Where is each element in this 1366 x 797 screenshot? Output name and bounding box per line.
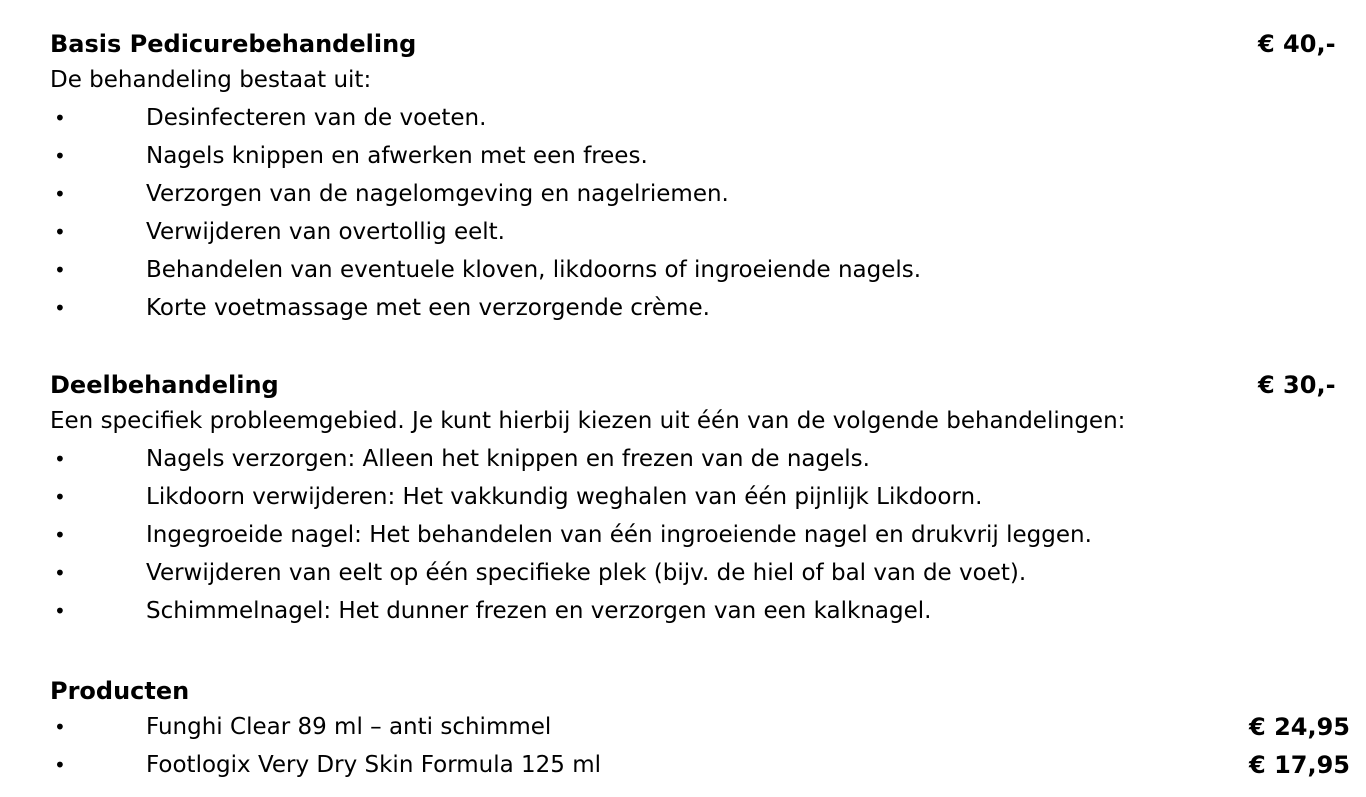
section-header bbox=[50, 368, 1350, 402]
list-item bbox=[50, 440, 1350, 478]
product-name: Footlogix Very Dry Skin Formula 125 ml bbox=[146, 752, 602, 778]
list-item-text: Verzorgen van de nagelomgeving en nagelriemen. bbox=[146, 181, 729, 207]
list-item bbox=[50, 99, 1350, 137]
product-price: € 24,95 bbox=[1249, 713, 1350, 741]
bullet-icon: • bbox=[54, 447, 66, 471]
section-basis bbox=[50, 27, 1350, 327]
product-name: Funghi Clear 89 ml – anti schimmel bbox=[146, 714, 552, 740]
bullet-icon: • bbox=[54, 523, 66, 547]
section-title: Producten bbox=[50, 677, 190, 705]
product-row bbox=[50, 746, 1350, 784]
list-item bbox=[50, 213, 1350, 251]
list-item-text: Schimmelnagel: Het dunner frezen en verzorgen van een kalknagel. bbox=[146, 598, 932, 624]
list-item-text: Likdoorn verwijderen: Het vakkundig weghalen van één pijnlijk Likdoorn. bbox=[146, 484, 983, 510]
list-item-text: Verwijderen van overtollig eelt. bbox=[146, 219, 505, 245]
bullet-icon: • bbox=[54, 220, 66, 244]
list-item bbox=[50, 289, 1350, 327]
list-item-text: Ingegroeide nagel: Het behandelen van één ingroeiende nagel en drukvrij leggen. bbox=[146, 522, 1092, 548]
bullet-icon: • bbox=[54, 561, 66, 585]
bullet-icon: • bbox=[54, 485, 66, 509]
bullet-icon: • bbox=[54, 715, 66, 739]
section-producten bbox=[50, 674, 1350, 784]
section-header bbox=[50, 27, 1350, 61]
section-header bbox=[50, 674, 1350, 708]
bullet-icon: • bbox=[54, 296, 66, 320]
bullet-icon: • bbox=[54, 753, 66, 777]
list-item bbox=[50, 592, 1350, 630]
section-intro: Een specifiek probleemgebied. Je kunt hierbij kiezen uit één van de volgende behandelingen: bbox=[50, 408, 1126, 434]
list-item bbox=[50, 516, 1350, 554]
section-price: € 40,- bbox=[1258, 30, 1336, 58]
list-item bbox=[50, 137, 1350, 175]
list-item-text: Korte voetmassage met een verzorgende crème. bbox=[146, 295, 710, 321]
product-row bbox=[50, 708, 1350, 746]
section-title: Deelbehandeling bbox=[50, 371, 279, 399]
bullet-icon: • bbox=[54, 182, 66, 206]
product-price: € 17,95 bbox=[1249, 751, 1350, 779]
section-intro: De behandeling bestaat uit: bbox=[50, 67, 372, 93]
section-title: Basis Pedicurebehandeling bbox=[50, 30, 417, 58]
bullet-icon: • bbox=[54, 599, 66, 623]
list-item-text: Nagels knippen en afwerken met een frees. bbox=[146, 143, 648, 169]
bullet-icon: • bbox=[54, 258, 66, 282]
list-item bbox=[50, 478, 1350, 516]
list-item bbox=[50, 175, 1350, 213]
list-item bbox=[50, 554, 1350, 592]
list-item-text: Desinfecteren van de voeten. bbox=[146, 105, 487, 131]
section-deel bbox=[50, 368, 1350, 630]
list-item bbox=[50, 251, 1350, 289]
bullet-icon: • bbox=[54, 106, 66, 130]
bullet-icon: • bbox=[54, 144, 66, 168]
section-price: € 30,- bbox=[1258, 371, 1336, 399]
list-item-text: Behandelen van eventuele kloven, likdoorns of ingroeiende nagels. bbox=[146, 257, 922, 283]
list-item-text: Verwijderen van eelt op één specifieke plek (bijv. de hiel of bal van de voet). bbox=[146, 560, 1027, 586]
list-item-text: Nagels verzorgen: Alleen het knippen en frezen van de nagels. bbox=[146, 446, 870, 472]
